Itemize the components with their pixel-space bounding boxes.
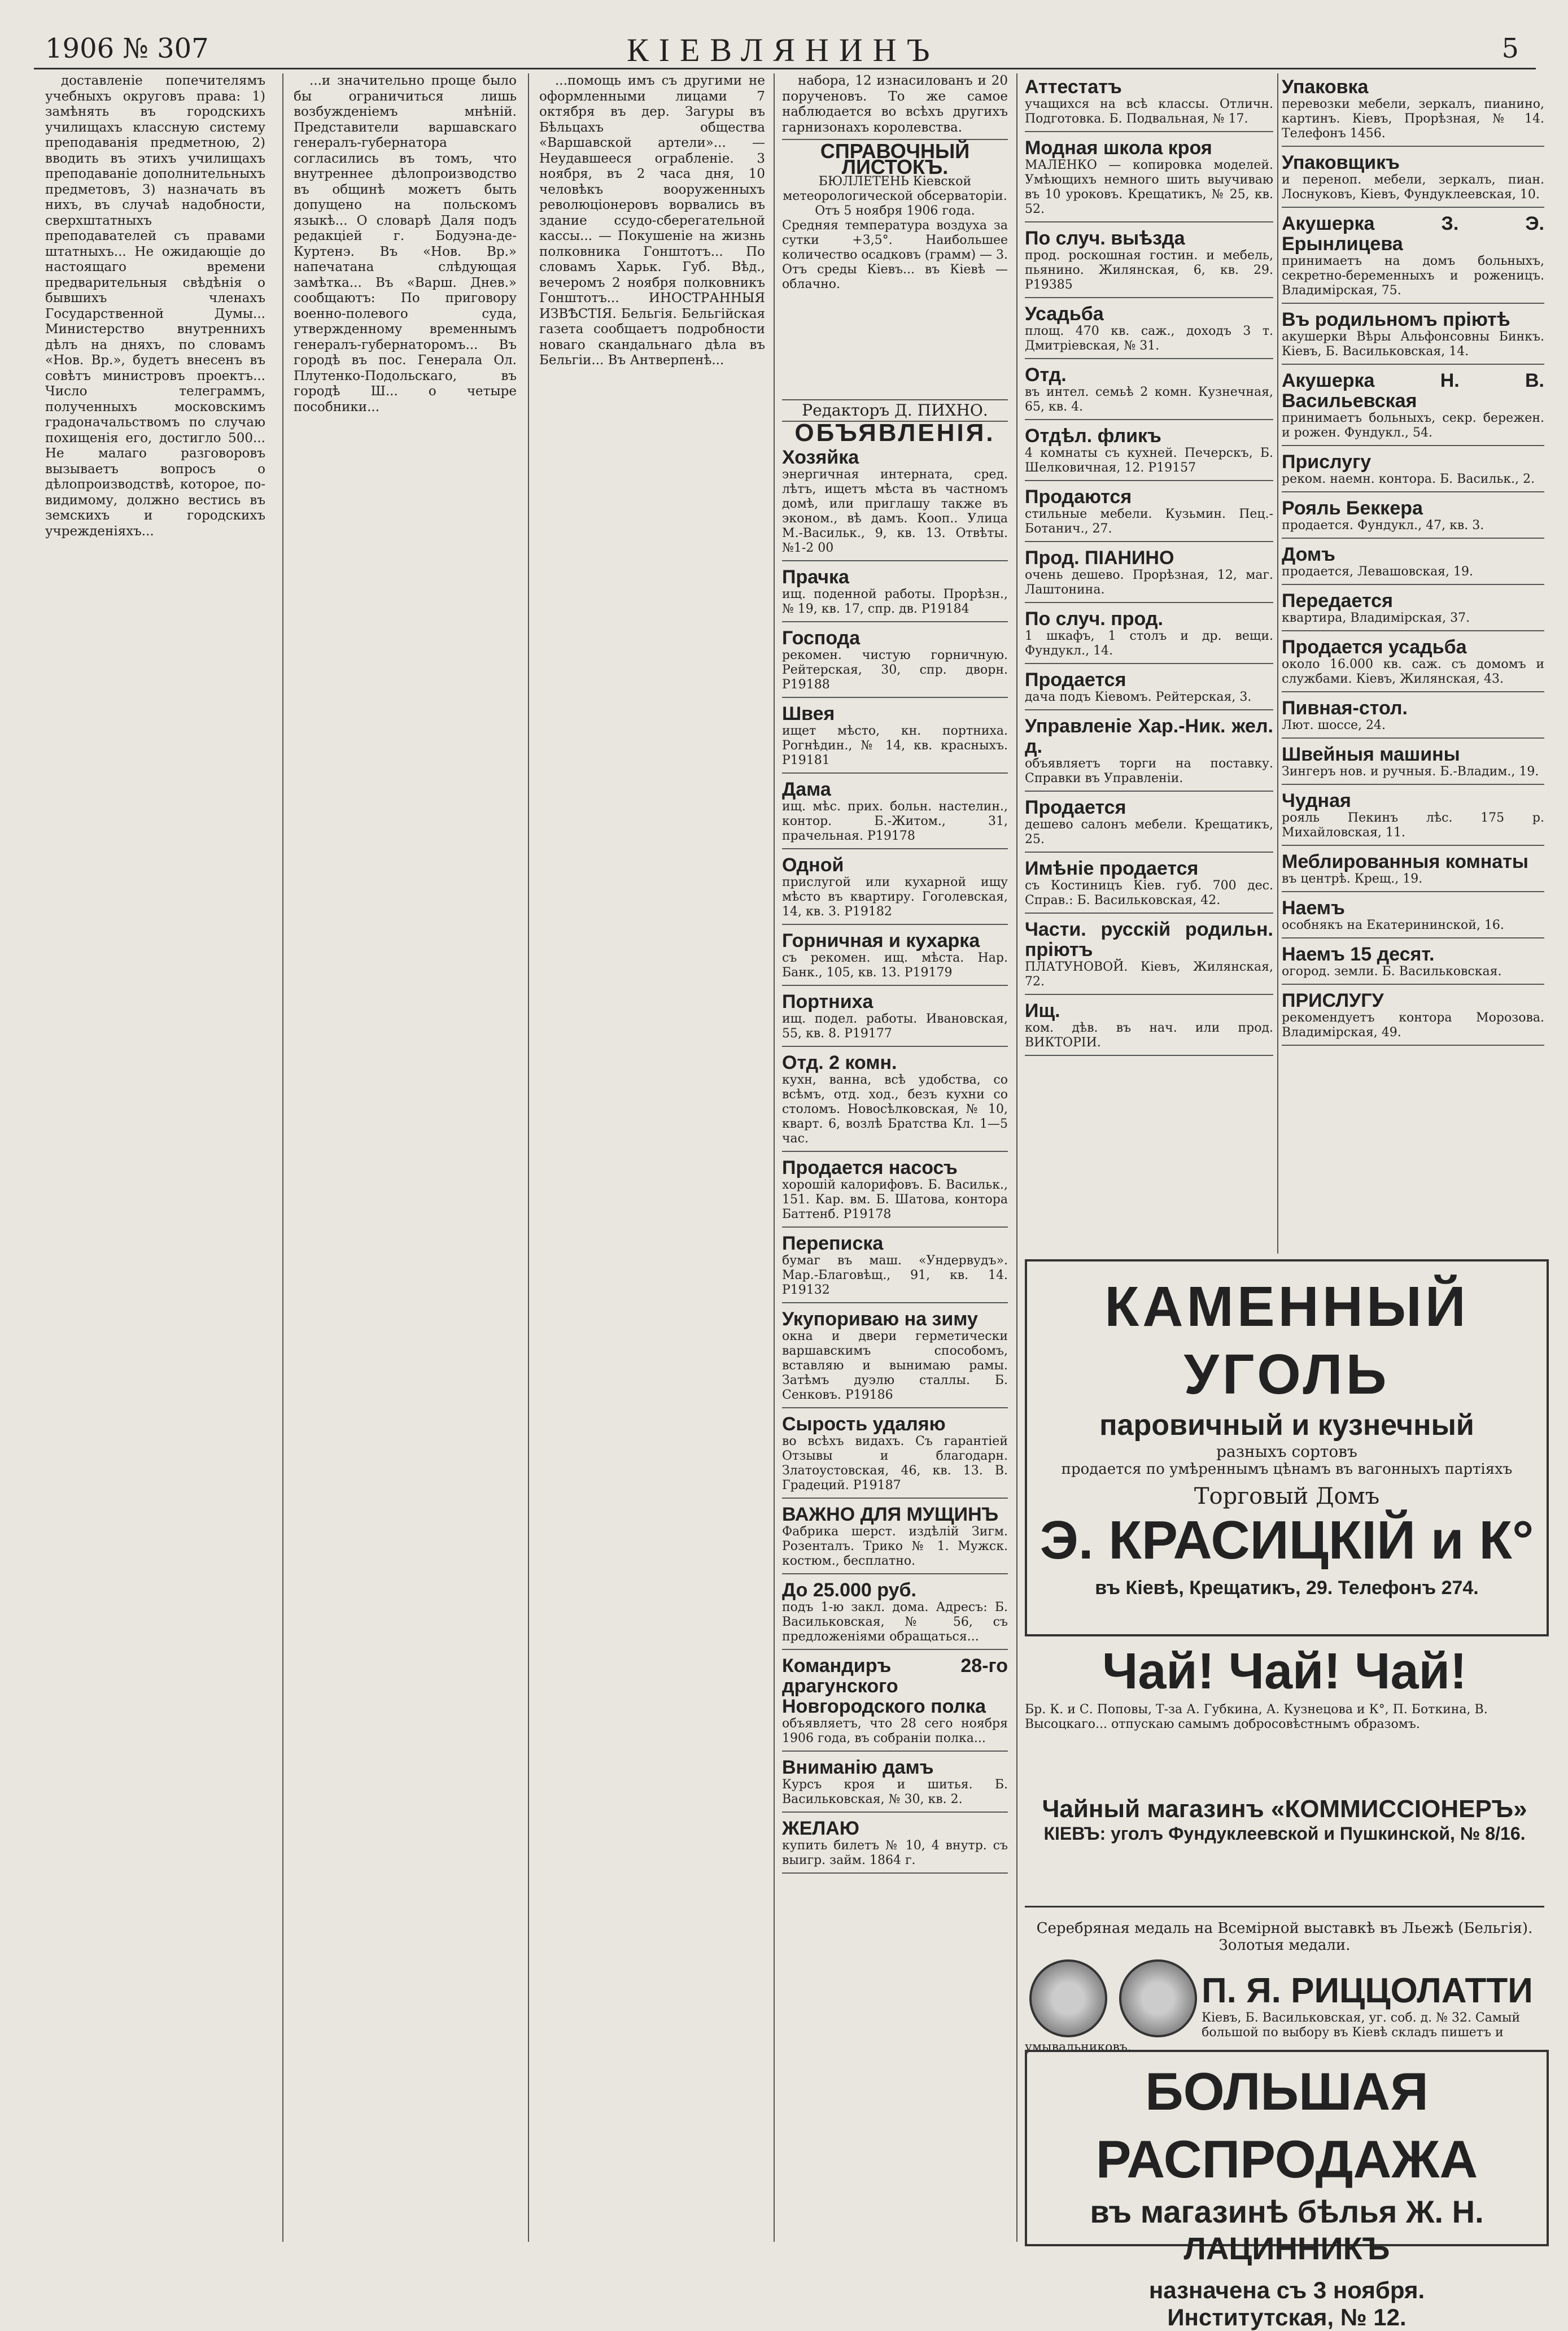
ad-title: До 25.000 руб. [782,1579,916,1601]
ad-title: Упаковка [1282,76,1369,98]
ad-title: Продается [1025,669,1126,691]
ad-title: Продаются [1025,486,1132,508]
classified-ad [782,444,1008,561]
ad-body: объявляетъ торги на поставку. Справки въ Управленіи. [1025,757,1273,785]
ads-heading: ОБЪЯВЛЕНІЯ. [794,418,995,447]
classified-ad [1282,210,1544,304]
classified-ad [782,852,1008,925]
classified-ad [782,1577,1008,1650]
classified-ad [782,1652,1008,1752]
ad-title: Чудная [1282,790,1351,811]
classified-ad [1282,941,1544,985]
ad-title: Имѣніе продается [1025,858,1199,879]
ad-body: бумаг въ маш. «Ундервудъ». Мар.-Благовѣщ., 91, кв. 14. Р19132 [782,1254,1008,1297]
ritsolatti-name: П. Я. РИЦЦОЛАТТИ [1202,1971,1533,2010]
ad-body: акушерки Вѣры Альфонсовны Бинкъ. Кіевъ, Б. Васильковская, 14. [1282,330,1544,359]
ad-title: Отд. 2 комн. [782,1052,897,1073]
sale-advertisement [1025,2050,1549,2330]
classified-ad [1282,894,1544,938]
classified-ad [1282,367,1544,446]
classified-ad [1025,483,1273,542]
ad-body: перевозки мебели, зеркалъ, пианино, картинъ. Кіевъ, Прорѣзная, № 14. Телефонъ 1456. [1282,97,1544,141]
coal-advertisement [1025,1259,1549,1636]
classified-ad [1025,300,1273,359]
ad-title: Сырость удаляю [782,1413,946,1435]
ad-body: рекомен. чистую горничную. Рейтерская, 30, спр. дворн. Р19188 [782,648,1008,692]
ad-body: ищ. мѣс. прих. больн. настелин., контор. Б.-Житом., 31, прачельная. Р19178 [782,800,1008,843]
ad-title: Акушерка З. Э. Ерынлицева [1282,213,1544,255]
ad-title: Командиръ 28-го драгунского Новгородского полка [782,1655,1008,1717]
ad-title: По случ. выѣзда [1025,228,1185,249]
ad-title: Рояль Беккера [1282,497,1423,519]
ad-body: дешево салонъ мебели. Крещатикъ, 25. [1025,818,1273,846]
ad-body: ищ. поденной работы. Прорѣзн., № 19, кв. 17, спр. дв. Р19184 [782,587,1008,616]
ad-body: прислугой или кухарной ищу мѣсто въ квартиру. Гоголевская, 14, кв. 3. Р19182 [782,875,1008,919]
classified-ad [782,1411,1008,1499]
classified-ad [1282,448,1544,492]
classified-ad [1025,666,1273,710]
col4-text: набора, 12 изнасилованъ и 20 порученовъ. То же самое наблюдается во всѣхъ другихъ гарнизонахъ королевства. [782,73,1008,135]
ad-body: въ интел. семьѣ 2 комн. Кузнечная, 65, кв. 4. [1025,385,1273,414]
sale-title: БОЛЬШАЯ РАСПРОДАЖА [1095,2062,1478,2189]
ad-title: Дама [782,779,831,800]
ad-title: Пивная-стол. [1282,697,1408,719]
weather-bulletin: БЮЛЛЕТЕНЬ Кіевской метеорологической обсерваторіи. Отъ 5 ноября 1906 года. [783,174,1007,218]
weather-text: Средняя температура воздуха за сутки +3,5°. Наибольшее количество осадковъ (грамм) — 3. Отъ среды Кіевъ... въ Кіевѣ — облачно. [782,219,1008,291]
ad-title: ПРИСЛУГУ [1282,990,1384,1011]
column-divider [1016,73,1017,2242]
ad-body: стильные мебели. Кузьмин. Пец.-Ботанич., 27. [1025,507,1273,536]
medal-icon [1119,1959,1197,2037]
ad-title: По случ. прод. [1025,608,1163,630]
tea-title: Чай! Чай! Чай! [1102,1643,1467,1700]
coal-firm-prefix: Торговый Домъ [1194,1483,1380,1509]
coal-address: въ Кіевѣ, Крещатикъ, 29. Телефонъ 274. [1095,1577,1479,1599]
classified-ad [782,564,1008,622]
ad-title: Прод. ПІАНИНО [1025,547,1174,569]
medal-images [1025,1959,1202,2040]
ad-title: Одной [782,854,844,876]
ad-title: Господа [782,627,861,649]
ad-title: Наемъ [1282,897,1345,919]
ad-body: 4 комнаты съ кухней. Печерскъ, Б. Шелковичная, 12. Р19157 [1025,446,1273,475]
column-5 [1025,73,1273,1254]
ad-body: подъ 1-ю закл. дома. Адресъ: Б. Васильковская, № 56, съ предложеніями обращаться... [782,1600,1008,1644]
tea-advertisement [1025,1640,1544,1907]
coal-subtitle: паровичный и кузнечный [1099,1409,1474,1442]
coal-title: КАМЕННЫЙ УГОЛЬ [1104,1275,1469,1406]
ad-body: очень дешево. Прорѣзная, 12, маг. Лаштонина. [1025,568,1273,597]
classified-ad [1282,73,1544,147]
coal-sorts: разныхъ сортовъ [1216,1442,1357,1461]
classified-ad [782,988,1008,1047]
ad-body: продается, Левашовская, 19. [1282,565,1474,579]
ad-title: Отд. [1025,364,1067,386]
classified-ad [1025,916,1273,995]
classified-ad [782,776,1008,849]
col1-text: доставленіе попечителямъ учебныхъ округовъ права: 1) замѣнять въ городскихъ училищахъ классную систему преподаванія предметною, 2) вводить въ этихъ училищахъ преподаваніе дополнительныхъ предметовъ, 3) назначать въ нихъ, въ случаѣ надобности, сверхштатныхъ преподавателей съ правами штатныхъ... Не ожидающіе до настоящаго времени предварительныя свѣдѣнія о бывшихъ членахъ Государственной Думы... Министерство внутреннихъ дѣлъ на дняхъ, по словамъ «Нов. Вр.», будетъ внесенъ въ совѣтъ министровъ проектъ... Число телеграммъ, полученныхъ московскимъ градоначальствомъ по случаю похищенія его, достигло 500... Не малаго разговоровъ вызываетъ вопросъ о дѣлопроизводствѣ, которое, по-видимому, должно вестись въ земскихъ и городскихъ учрежденіяхъ... [45,73,265,539]
ad-title: Прачка [782,566,849,588]
ad-title: Аттестатъ [1025,76,1122,98]
sale-date: назначена съ 3 ноября. [1148,2277,1425,2303]
ad-body: особнякъ на Екатерининской, 16. [1282,918,1504,932]
classified-ad [1282,541,1544,585]
column-divider [1277,73,1278,1254]
classified-ad [1282,306,1544,365]
ad-body: площ. 470 кв. саж., доходъ 3 т. Дмитріевская, № 31. [1025,324,1273,353]
ad-body: рояль Пекинъ лѣс. 175 р. Михайловская, 11. [1282,811,1544,840]
ad-title: Наемъ 15 десят. [1282,944,1435,965]
column-divider [528,73,529,2242]
medal-text: Серебряная медаль на Всемірной выставкѣ въ Льежѣ (Бельгія). Золотыя медали. [1036,1920,1533,1954]
page-header [34,23,1536,69]
issue-number: 1906 № 307 [45,33,209,64]
ad-body: ищет мѣсто, кн. портниха. Рогнѣдин., № 14, кв. красныхъ. Р19181 [782,724,1008,767]
ad-title: Домъ [1282,544,1335,565]
col3-text: ...помощь имъ съ другими не оформленными лицами 7 октября въ дер. Загуры въ Бѣльцахъ общества «Варшавской артели»... — Неудавшееся ограбленіе. 3 ноября, въ 2 часа дня, 10 человѣкъ вооруженныхъ революціонеровъ ворвались въ здание ссудо-сберегательной кассы... — Покушеніе на жизнь полковника Гонштотъ... По словамъ Харьк. Губ. Вѣд., вечеромъ 2 ноября полковникъ Гонштотъ... ИНОСТРАННЫЯ ИЗВѢСТІЯ. Бельгія. Бельгійская газета сообщаетъ подробности новаго скандальнаго дѣла въ Бельгіи... Въ Антверпенѣ... [539,73,765,368]
classified-ad [782,1501,1008,1574]
ad-body: ком. дѣв. въ нач. или прод. ВИКТОРІИ. [1025,1021,1273,1050]
col2-text: ...и значительно проще было бы ограничиться лишь возбужденіемъ мнѣній. Представители варшавскаго генералъ-губернатора согласились въ томъ, что внутреннее дѣлопроизводство въ общинѣ можетъ быть допущено на польскомъ языкѣ... О словарѣ Даля подъ редакціей г. Бодуэна-де-Куртенэ. Въ «Нов. Вр.» напечатана слѣдующая замѣтка... Въ «Варш. Днев.» сообщаютъ: По приговору военно-полевого суда, утвержденному временнымъ генералъ-губернаторомъ... Въ городѣ въ пос. Генерала Ол. Плутенко-Подольскаго, въ городѣ Ш... о четыре пособники... [294,73,517,414]
ad-body: хорошій калорифовъ. Б. Васильк., 151. Кар. вм. Б. Шатова, контора Баттенб. Р19178 [782,1178,1008,1221]
classified-ad [1025,225,1273,298]
ad-title: Портниха [782,991,873,1012]
ad-body: квартира, Владимірская, 37. [1282,611,1470,625]
column-4 [782,73,1008,2242]
ad-title: Горничная и кухарка [782,930,980,951]
ad-title: Укупориваю на зиму [782,1308,978,1330]
classified-ad [1025,422,1273,481]
classified-ad [1025,855,1273,914]
classified-ad [1025,73,1273,132]
classified-ad [1282,741,1544,785]
classified-ad [782,927,1008,986]
ad-body: принимаетъ больныхъ, секр. бережен. и рожен. Фундукл., 54. [1282,411,1544,440]
classified-ad [1282,495,1544,539]
reference-heading: СПРАВОЧНЫЙ ЛИСТОКЪ. [782,139,1008,174]
column-divider [774,73,775,2242]
ad-body: принимаетъ на домъ больныхъ, секретно-беременныхъ и роженицъ. Владимірская, 75. [1282,254,1544,298]
ad-body: ПЛАТУНОВОЙ. Кіевъ, Жилянская, 72. [1025,960,1273,989]
ad-body: окна и двери герметически варшавскимъ способомъ, вставляю и вынимаю рамы. Затѣмъ дуэлю сталлы. Б. Сенковъ. Р19186 [782,1329,1008,1402]
tea-shop: Чайный магазинъ «КОММИССІОНЕРЪ» [1042,1795,1527,1823]
ad-body: въ центрѣ. Крещ., 19. [1282,872,1423,886]
column-2 [294,73,517,2242]
ad-body: ищ. подел. работы. Ивановская, 55, кв. 8. Р19177 [782,1012,1008,1041]
sale-address: Институтская, № 12. [1167,2304,1407,2330]
ad-body: Курсъ кроя и шитья. Б. Васильковская, № 30, кв. 2. [782,1778,1008,1806]
classified-ad [782,1754,1008,1813]
classified-ad [782,700,1008,774]
medal-icon [1029,1959,1107,2037]
classified-ad [782,1049,1008,1152]
page-number: 5 [1501,33,1519,64]
ad-body: съ Костиницъ Кіев. губ. 700 дес. Справ.: Б. Васильковская, 42. [1025,879,1273,907]
ad-body: рекомендуетъ контора Морозова. Владимірская, 49. [1282,1011,1544,1040]
ad-title: Части. русскій родильн. пріютъ [1025,919,1273,961]
ad-body: энергичная интерната, сред. лѣтъ, ищетъ мѣста въ частномъ домѣ, или приглашу также въ эконом., вѣ дамъ. Кооп.. Улица М.-Васильк., 9, кв. 13. Отвѣты. №1-2 00 [782,468,1008,555]
coal-terms: продается по умѣреннымъ цѣнамъ въ вагонныхъ партіяхъ [1061,1461,1513,1478]
editor-line: Редакторъ Д. ПИХНО. [782,399,1008,422]
classified-ad [1025,361,1273,420]
ad-title: Акушерка Н. В. Васильевская [1282,370,1544,412]
ad-title: Переписка [782,1233,884,1254]
classified-ad [782,1815,1008,1874]
ad-body: и переноп. мебели, зеркалъ, пиан. Лоснуковъ, Кіевъ, Фундуклеевская, 10. [1282,173,1544,202]
ad-title: Отдѣл. фликъ [1025,425,1161,447]
ad-body: МАЛЕНКО — копировка моделей. Умѣющихъ немного шить выучиваю въ 10 уроковъ. Крещатикъ, № 25, кв. 52. [1025,158,1273,216]
classified-ad [1025,544,1273,603]
ad-body: 1 шкафъ, 1 столъ и др. вещи. Фундукл., 14. [1025,629,1273,658]
column-3 [539,73,765,2242]
tea-text: Бр. К. и С. Поповы, Т-за А. Губкина, А. Кузнецова и К°, П. Боткина, В. Высоцкаго... отпускаю самымъ добросовѣстнымъ образомъ. [1025,1703,1488,1731]
classified-ad [782,625,1008,698]
ad-title: Усадьба [1025,303,1104,325]
ad-body: объявляетъ, что 28 сего ноября 1906 года, въ собраніи полка... [782,1717,1008,1745]
classified-ad [782,1230,1008,1303]
classified-ad [1025,713,1273,792]
coal-firm: Э. КРАСИЦКІЙ и К° [1039,1510,1534,1570]
ads-list-col6 [1282,73,1544,1046]
ad-body: дача подъ Кіевомъ. Рейтерская, 3. [1025,690,1252,704]
ad-title: Вниманію дамъ [782,1757,934,1778]
ad-body: прод. роскошная гостин. и мебель, пьянино. Жилянская, 6, кв. 29. Р19385 [1025,248,1273,292]
ads-list-col5 [1025,73,1273,1056]
ad-body: во всѣхъ видахъ. Съ гарантіей Отзывы и благодарн. Златоустовская, 46, кв. 13. В. Градеций. Р19187 [782,1434,1008,1492]
ad-body: около 16.000 кв. саж. съ домомъ и службами. Кіевъ, Жилянская, 43. [1282,657,1544,686]
ad-body: Зингеръ нов. и ручныя. Б.-Владим., 19. [1282,765,1539,779]
ad-title: Продается усадьба [1282,636,1467,658]
ad-title: Швейныя машины [1282,744,1460,765]
ad-title: Продается насосъ [782,1157,958,1178]
ad-title: Въ родильномъ пріютѣ [1282,309,1510,330]
masthead: КІЕВЛЯНИНЪ [627,32,940,68]
ad-title: Меблированныя комнаты [1282,851,1528,872]
ad-body: реком. наемн. контора. Б. Васильк., 2. [1282,472,1535,486]
ad-body: огород. земли. Б. Васильковская. [1282,964,1502,979]
ad-title: Упаковщикъ [1282,152,1400,173]
ad-body: Лют. шоссе, 24. [1282,718,1386,732]
classified-ad [782,1154,1008,1228]
ad-body: учащихся на всѣ классы. Отличн. Подготовка. Б. Подвальная, № 17. [1025,97,1273,126]
ad-title: Модная школа кроя [1025,137,1212,159]
ritsolatti-text: Кіевъ, Б. Васильковская, уг. соб. д. № 32. Самый большой по выбору въ Кіевѣ складъ пишетъ и умывальниковъ. [1025,2011,1521,2054]
ad-body: съ рекомен. ищ. мѣста. Нар. Банк., 105, кв. 13. Р19179 [782,951,1008,980]
classified-ad [1025,794,1273,853]
classified-ad [1282,787,1544,846]
ads-list-col4 [782,444,1008,1874]
classified-ad [1025,605,1273,664]
classified-ad [1282,634,1544,692]
ad-title: Прислугу [1282,451,1372,473]
ad-title: ЖЕЛАЮ [782,1818,859,1839]
ad-body: купить билетъ № 10, 4 внутр. съ выигр. займ. 1864 г. [782,1839,1008,1867]
tea-address: КІЕВЪ: уголъ Фундуклеевской и Пушкинской, № 8/16. [1043,1823,1526,1844]
ad-title: Хозяйка [782,447,859,468]
column-1 [45,73,265,2242]
column-divider [282,73,283,2242]
classified-ad [782,1306,1008,1408]
column-6 [1282,73,1544,1254]
ad-body: Фабрика шерст. издѣлій Зигм. Розенталъ. Трико № 1. Мужск. костюм., бесплатно. [782,1525,1008,1568]
ad-title: Передается [1282,590,1393,612]
ad-title: ВАЖНО ДЛЯ МУЩИНЪ [782,1504,999,1525]
sale-shop: въ магазинѣ бѣлья Ж. Н. ЛАЦИННИКЪ [1090,2194,1484,2266]
ad-body: кухн, ванна, всѣ удобства, со всѣмъ, отд. ход., безъ кухни со столомъ. Новосѣлковская, № 10, кварт. 6, возлѣ Братства Кл. 1—5 час. [782,1073,1008,1146]
classified-ad [1282,987,1544,1046]
classified-ad [1282,149,1544,208]
ad-title: Ищ. [1025,1000,1060,1022]
ritsolatti-advertisement [1025,1920,1544,2054]
classified-ad [1282,587,1544,631]
ad-title: Продается [1025,797,1126,818]
classified-ad [1282,695,1544,739]
ad-title: Управленіе Хар.-Ник. жел. д. [1025,715,1273,757]
classified-ad [1025,997,1273,1056]
ad-body: продается. Фундукл., 47, кв. 3. [1282,518,1484,532]
classified-ad [1282,848,1544,892]
ad-title: Швея [782,703,835,724]
classified-ad [1025,134,1273,222]
